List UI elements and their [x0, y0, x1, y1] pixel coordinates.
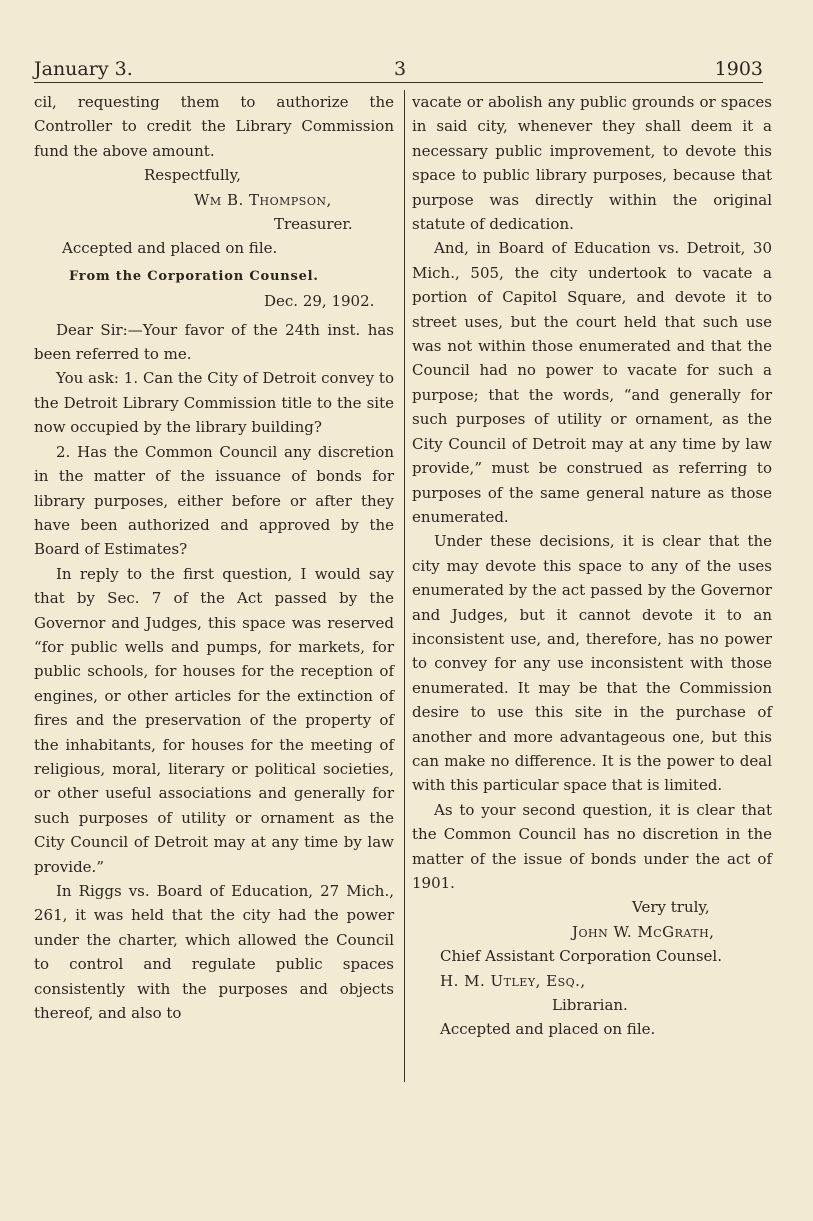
closing: Respectfully, [144, 166, 241, 185]
paragraph: Under these decisions, it is clear that the city may devote this space to any of the uses enumerated by the act passed by the Governor and Judges, but it cannot devote it to an inconsistent use, and, therefore, has no power to convey for any use inconsistent with those enumerated. It may be that the Commission desire to use this site in the purchase of another and more advantageous one, but this can make no difference. It is the power to deal with this particular space that is limited. [412, 532, 772, 795]
closing: Very truly, [632, 898, 710, 917]
paragraph: 2. Has the Common Council any discretion in the matter of the issuance of bonds for library purposes, either before or after they have been authorized and approved by the Board of Estimates? [34, 442, 394, 559]
paragraph: cil, requesting them to authorize the Controller to credit the Library Commission fund the above amount. [34, 93, 394, 160]
signature-title: Treasurer. [274, 215, 353, 234]
paragraph: vacate or abolish any public grounds or spaces in said city, whenever they shall deem it a necessary public improvement, to devote this space to public library purposes, because that purpose was directly within the original statute of dedication. [412, 93, 772, 234]
page-number: 3 [394, 58, 407, 80]
header-rule [34, 82, 763, 83]
left-column [34, 90, 394, 1025]
signature-name: Wm B. Thompson, [194, 190, 332, 209]
paragraph: Dear Sir:—Your favor of the 24th inst. has been referred to me. [34, 320, 394, 364]
accepted-note: Accepted and placed on file. [62, 239, 278, 258]
paragraph: In Riggs vs. Board of Education, 27 Mich., 261, it was held that the city had the power under the charter, which allowed the Council to control and regulate public spaces consistently with the purposes and objects thereof, and also to [34, 882, 394, 1023]
addressee: H. M. Utley, Esq., [440, 971, 586, 990]
accepted-note: Accepted and placed on file. [440, 1020, 656, 1039]
header-date: January 3. [34, 58, 133, 80]
section-heading: From the Corporation Counsel. [69, 268, 319, 284]
page-header [34, 58, 763, 88]
paragraph: And, in Board of Education vs. Detroit, 30 Mich., 505, the city undertook to vacate a portion of Capitol Square, and devote it to street uses, but the court held that such use was not within those enumerated and that the Council had no power to vacate for such a purpose; that the words, “and generally for such purposes of utility or ornament, as the City Council of Detroit may at any time by law provide,” must be construed as referring to purposes of the same general nature as those enumerated. [412, 239, 772, 526]
paragraph: In reply to the first question, I would say that by Sec. 7 of the Act passed by the Governor and Judges, this space was reserved “for public wells and pumps, for markets, for public schools, for houses for the reception of engines, or other articles for the extinction of fires and the preservation of the property of the inhabitants, for houses for the meeting of religious, moral, literary or political societies, or other useful associations and generally for such purposes of utility or ornament as the City Council of Detroit may at any time by law provide.” [34, 564, 394, 876]
signature-name: John W. McGrath, [572, 922, 715, 941]
paragraph: As to your second question, it is clear that the Common Council has no discretion in the matter of the issue of bonds under the act of 1901. [412, 800, 772, 892]
addressee-title: Librarian. [552, 996, 628, 1015]
paragraph: You ask: 1. Can the City of Detroit convey to the Detroit Library Commission title to the site now occupied by the library building? [34, 369, 394, 437]
header-year: 1903 [714, 58, 763, 80]
signature-title: Chief Assistant Corporation Counsel. [440, 947, 722, 966]
letter-date: Dec. 29, 1902. [264, 292, 375, 311]
column-divider [404, 90, 405, 1082]
right-column [412, 90, 772, 1042]
